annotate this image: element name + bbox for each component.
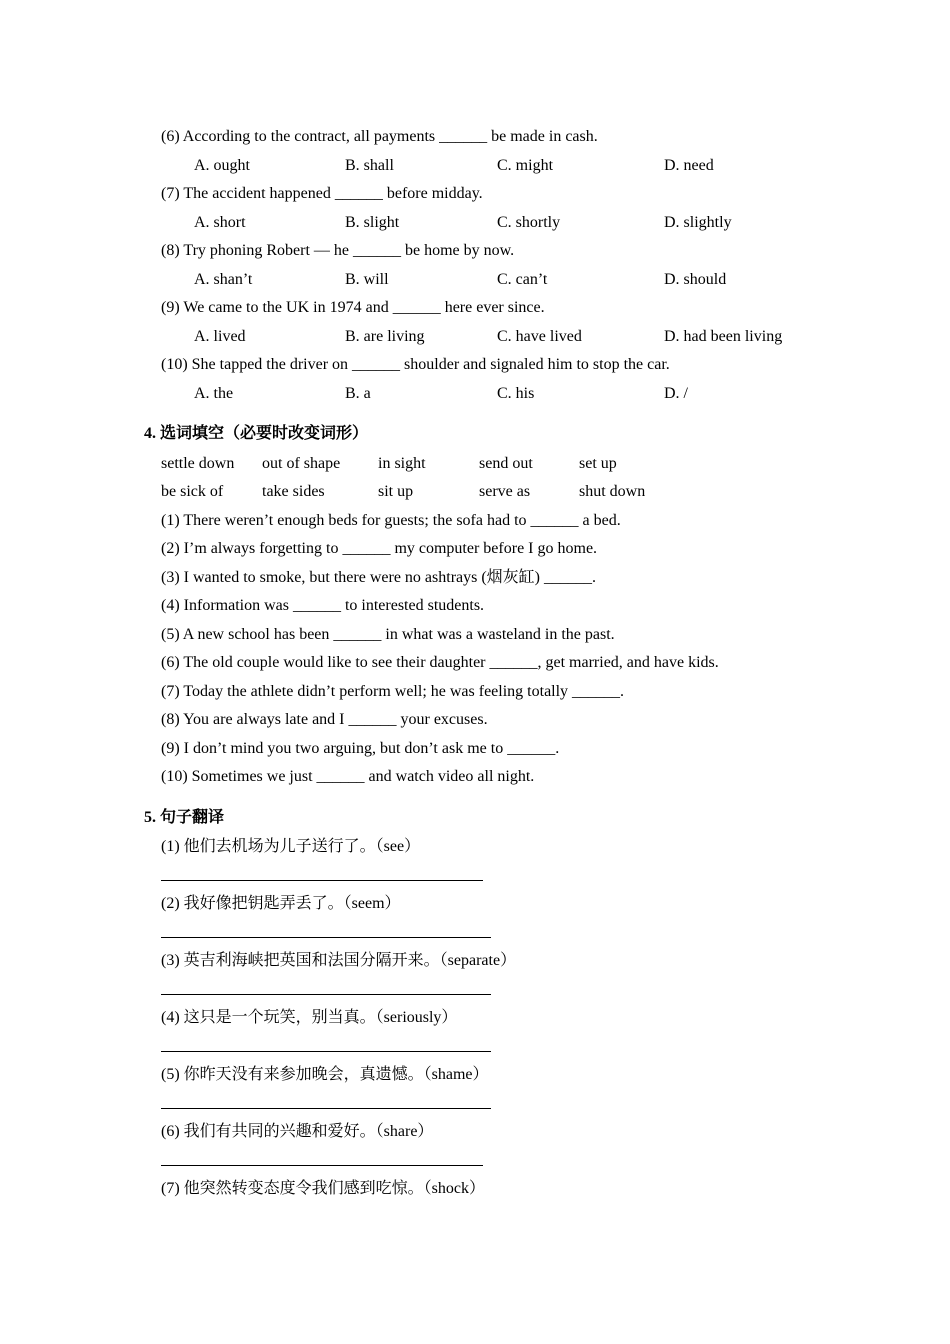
fill-item-10: (10) Sometimes we just ______ and watch video all night. — [161, 768, 535, 785]
fill-item-6: (6) The old couple would like to see their daughter ______, get married, and have kids. — [161, 654, 719, 671]
mc-option-d: D. should — [664, 271, 727, 288]
mc-option-d: D. had been living — [664, 328, 783, 345]
answer-line[interactable] — [161, 1165, 483, 1166]
mc-option-a: A. the — [194, 385, 234, 402]
word-bank-item: serve as — [479, 483, 531, 500]
fill-item-5: (5) A new school has been ______ in what was a wasteland in the past. — [161, 626, 615, 643]
translation-item-3: (3) 英吉利海峡把英国和法国分隔开来。（separate） — [161, 952, 517, 969]
translation-item-7: (7) 他突然转变态度令我们感到吃惊。（shock） — [161, 1180, 485, 1197]
translation-item-4: (4) 这只是一个玩笑，别当真。（seriously） — [161, 1009, 458, 1026]
section-4-heading: 4. 选词填空（必要时改变词形） — [144, 425, 369, 442]
fill-item-1: (1) There weren’t enough beds for guests; the sofa had to ______ a bed. — [161, 512, 621, 529]
mc-question-10: (10) She tapped the driver on ______ shoulder and signaled him to stop the car. — [161, 356, 670, 373]
mc-option-a: A. lived — [194, 328, 246, 345]
word-bank-item: shut down — [579, 483, 646, 500]
mc-option-a: A. short — [194, 214, 246, 231]
mc-option-b: B. are living — [345, 328, 425, 345]
mc-option-b: B. a — [345, 385, 371, 402]
fill-item-7: (7) Today the athlete didn’t perform well; he was feeling totally ______. — [161, 683, 625, 700]
translation-item-5: (5) 你昨天没有来参加晚会，真遗憾。（shame） — [161, 1066, 489, 1083]
mc-question-7: (7) The accident happened ______ before midday. — [161, 185, 483, 202]
mc-option-c: C. can’t — [497, 271, 548, 288]
mc-option-c: C. might — [497, 157, 554, 174]
fill-item-8: (8) You are always late and I ______ your excuses. — [161, 711, 488, 728]
mc-option-c: C. have lived — [497, 328, 582, 345]
mc-option-b: B. will — [345, 271, 389, 288]
fill-item-4: (4) Information was ______ to interested students. — [161, 597, 485, 614]
mc-question-8: (8) Try phoning Robert — he ______ be home by now. — [161, 242, 515, 259]
word-bank-item: out of shape — [262, 455, 341, 472]
answer-line[interactable] — [161, 1051, 491, 1052]
answer-line[interactable] — [161, 880, 483, 881]
mc-option-a: A. shan’t — [194, 271, 253, 288]
translation-item-2: (2) 我好像把钥匙弄丢了。（seem） — [161, 895, 401, 912]
answer-line[interactable] — [161, 994, 491, 995]
mc-question-9: (9) We came to the UK in 1974 and ______ here ever since. — [161, 299, 545, 316]
mc-option-c: C. his — [497, 385, 535, 402]
word-bank-item: take sides — [262, 483, 325, 500]
word-bank-item: set up — [579, 455, 617, 472]
fill-item-3: (3) I wanted to smoke, but there were no ashtrays (烟灰缸) ______. — [161, 569, 597, 586]
mc-option-d: D. need — [664, 157, 714, 174]
mc-option-a: A. ought — [194, 157, 250, 174]
word-bank-item: send out — [479, 455, 533, 472]
mc-option-b: B. shall — [345, 157, 394, 174]
translation-item-6: (6) 我们有共同的兴趣和爱好。（share） — [161, 1123, 434, 1140]
translation-item-1: (1) 他们去机场为儿子送行了。（see） — [161, 838, 421, 855]
word-bank-item: be sick of — [161, 483, 224, 500]
fill-item-9: (9) I don’t mind you two arguing, but don’t ask me to ______. — [161, 740, 560, 757]
word-bank-item: sit up — [378, 483, 414, 500]
word-bank-item: settle down — [161, 455, 235, 472]
word-bank-item: in sight — [378, 455, 426, 472]
mc-option-d: D. slightly — [664, 214, 732, 231]
answer-line[interactable] — [161, 1108, 491, 1109]
mc-option-d: D. / — [664, 385, 688, 402]
section-5-heading: 5. 句子翻译 — [144, 809, 225, 826]
mc-option-b: B. slight — [345, 214, 400, 231]
mc-question-6: (6) According to the contract, all payments ______ be made in cash. — [161, 128, 598, 145]
mc-option-c: C. shortly — [497, 214, 561, 231]
answer-line[interactable] — [161, 937, 491, 938]
fill-item-2: (2) I’m always forgetting to ______ my computer before I go home. — [161, 540, 598, 557]
